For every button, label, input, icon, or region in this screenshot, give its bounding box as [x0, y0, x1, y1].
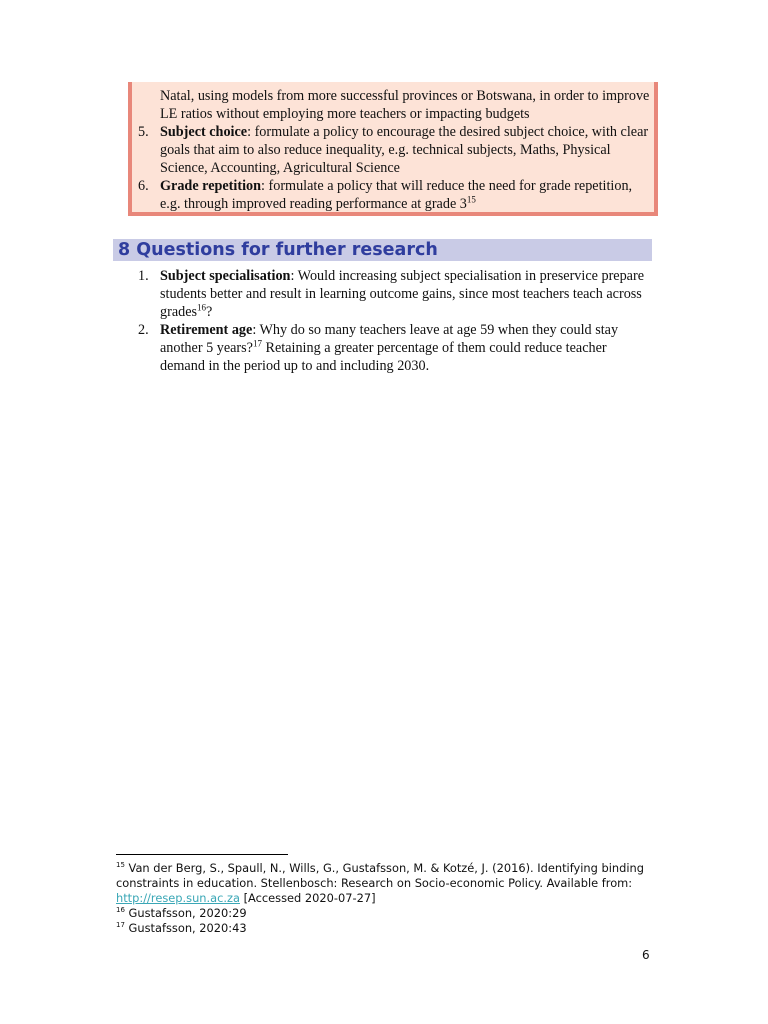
question-text: students better and result in learning outcome gains, since most teachers teach across — [160, 286, 642, 302]
footnote-17 — [116, 921, 247, 936]
question-text: grades — [160, 304, 198, 320]
footnote-text: Van der Berg, S., Spaull, N., Wills, G., Gustafsson, M. & Kotzé, J. (2016). Identifying binding — [124, 861, 644, 875]
list-number: 5. — [138, 124, 149, 140]
question-subject-specialisation — [160, 267, 644, 285]
footnote-text: Gustafsson, 2020:29 — [124, 906, 247, 920]
footnote-text: constraints in education. Stellenbosch: Research on Socio-economic Policy. Available from: — [116, 876, 633, 890]
page-number: 6 — [642, 948, 650, 962]
footnote-number: 17 — [116, 921, 125, 930]
footnote-ref[interactable]: 16 — [197, 302, 207, 313]
question-text: : Would increasing subject specialisation in preservice prepare — [290, 268, 645, 284]
footnote-separator — [116, 854, 288, 855]
question-term: Subject specialisation — [160, 268, 291, 284]
footnote-link-line — [116, 891, 376, 906]
callout-continuation-line: LE ratios without employing more teachers or impacting budgets — [160, 106, 530, 122]
question-retirement-age — [160, 321, 618, 339]
footnote-16 — [116, 906, 247, 921]
list-item-text-with-ref — [160, 195, 476, 213]
question-text: : Why do so many teachers leave at age 59 when they could stay — [252, 322, 619, 338]
question-text: another 5 years? — [160, 340, 253, 356]
list-item-grade-repetition — [160, 177, 632, 195]
footnote-text: [Accessed 2020-07-27] — [239, 891, 376, 905]
callout-continuation-line: Natal, using models from more successful provinces or Botswana, in order to improve — [160, 88, 650, 104]
list-item-text: goals that aim to also reduce inequality, e.g. technical subjects, Maths, Physical — [160, 142, 611, 158]
section-title: 8 Questions for further research — [118, 240, 438, 260]
list-number: 1. — [138, 268, 149, 284]
footnote-ref[interactable]: 15 — [466, 194, 476, 205]
list-item-subject-choice — [160, 123, 648, 141]
question-text: Retaining a greater percentage of them could reduce teacher — [261, 340, 607, 356]
footnote-15 — [116, 861, 644, 876]
question-text-with-ref — [160, 303, 212, 321]
list-item-text: Science, Accounting, Agricultural Science — [160, 160, 400, 176]
footnote-text: Gustafsson, 2020:43 — [124, 921, 247, 935]
list-item-text: : formulate a policy to encourage the desired subject choice, with clear — [247, 124, 649, 140]
question-term: Retirement age — [160, 322, 253, 338]
footnote-number: 15 — [116, 861, 125, 870]
question-text-with-ref — [160, 339, 607, 357]
list-item-text: e.g. through improved reading performance at grade 3 — [160, 196, 467, 212]
list-item-term: Grade repetition — [160, 178, 262, 194]
footnote-number: 16 — [116, 906, 125, 915]
resep-link[interactable]: http://resep.sun.ac.za — [116, 891, 240, 905]
list-item-term: Subject choice — [160, 124, 248, 140]
list-item-text: : formulate a policy that will reduce the need for grade repetition, — [261, 178, 633, 194]
list-number: 6. — [138, 178, 149, 194]
footnote-ref[interactable]: 17 — [252, 338, 262, 349]
question-text: ? — [206, 304, 213, 320]
list-number: 2. — [138, 322, 149, 338]
question-text: demand in the period up to and including 2030. — [160, 358, 430, 374]
